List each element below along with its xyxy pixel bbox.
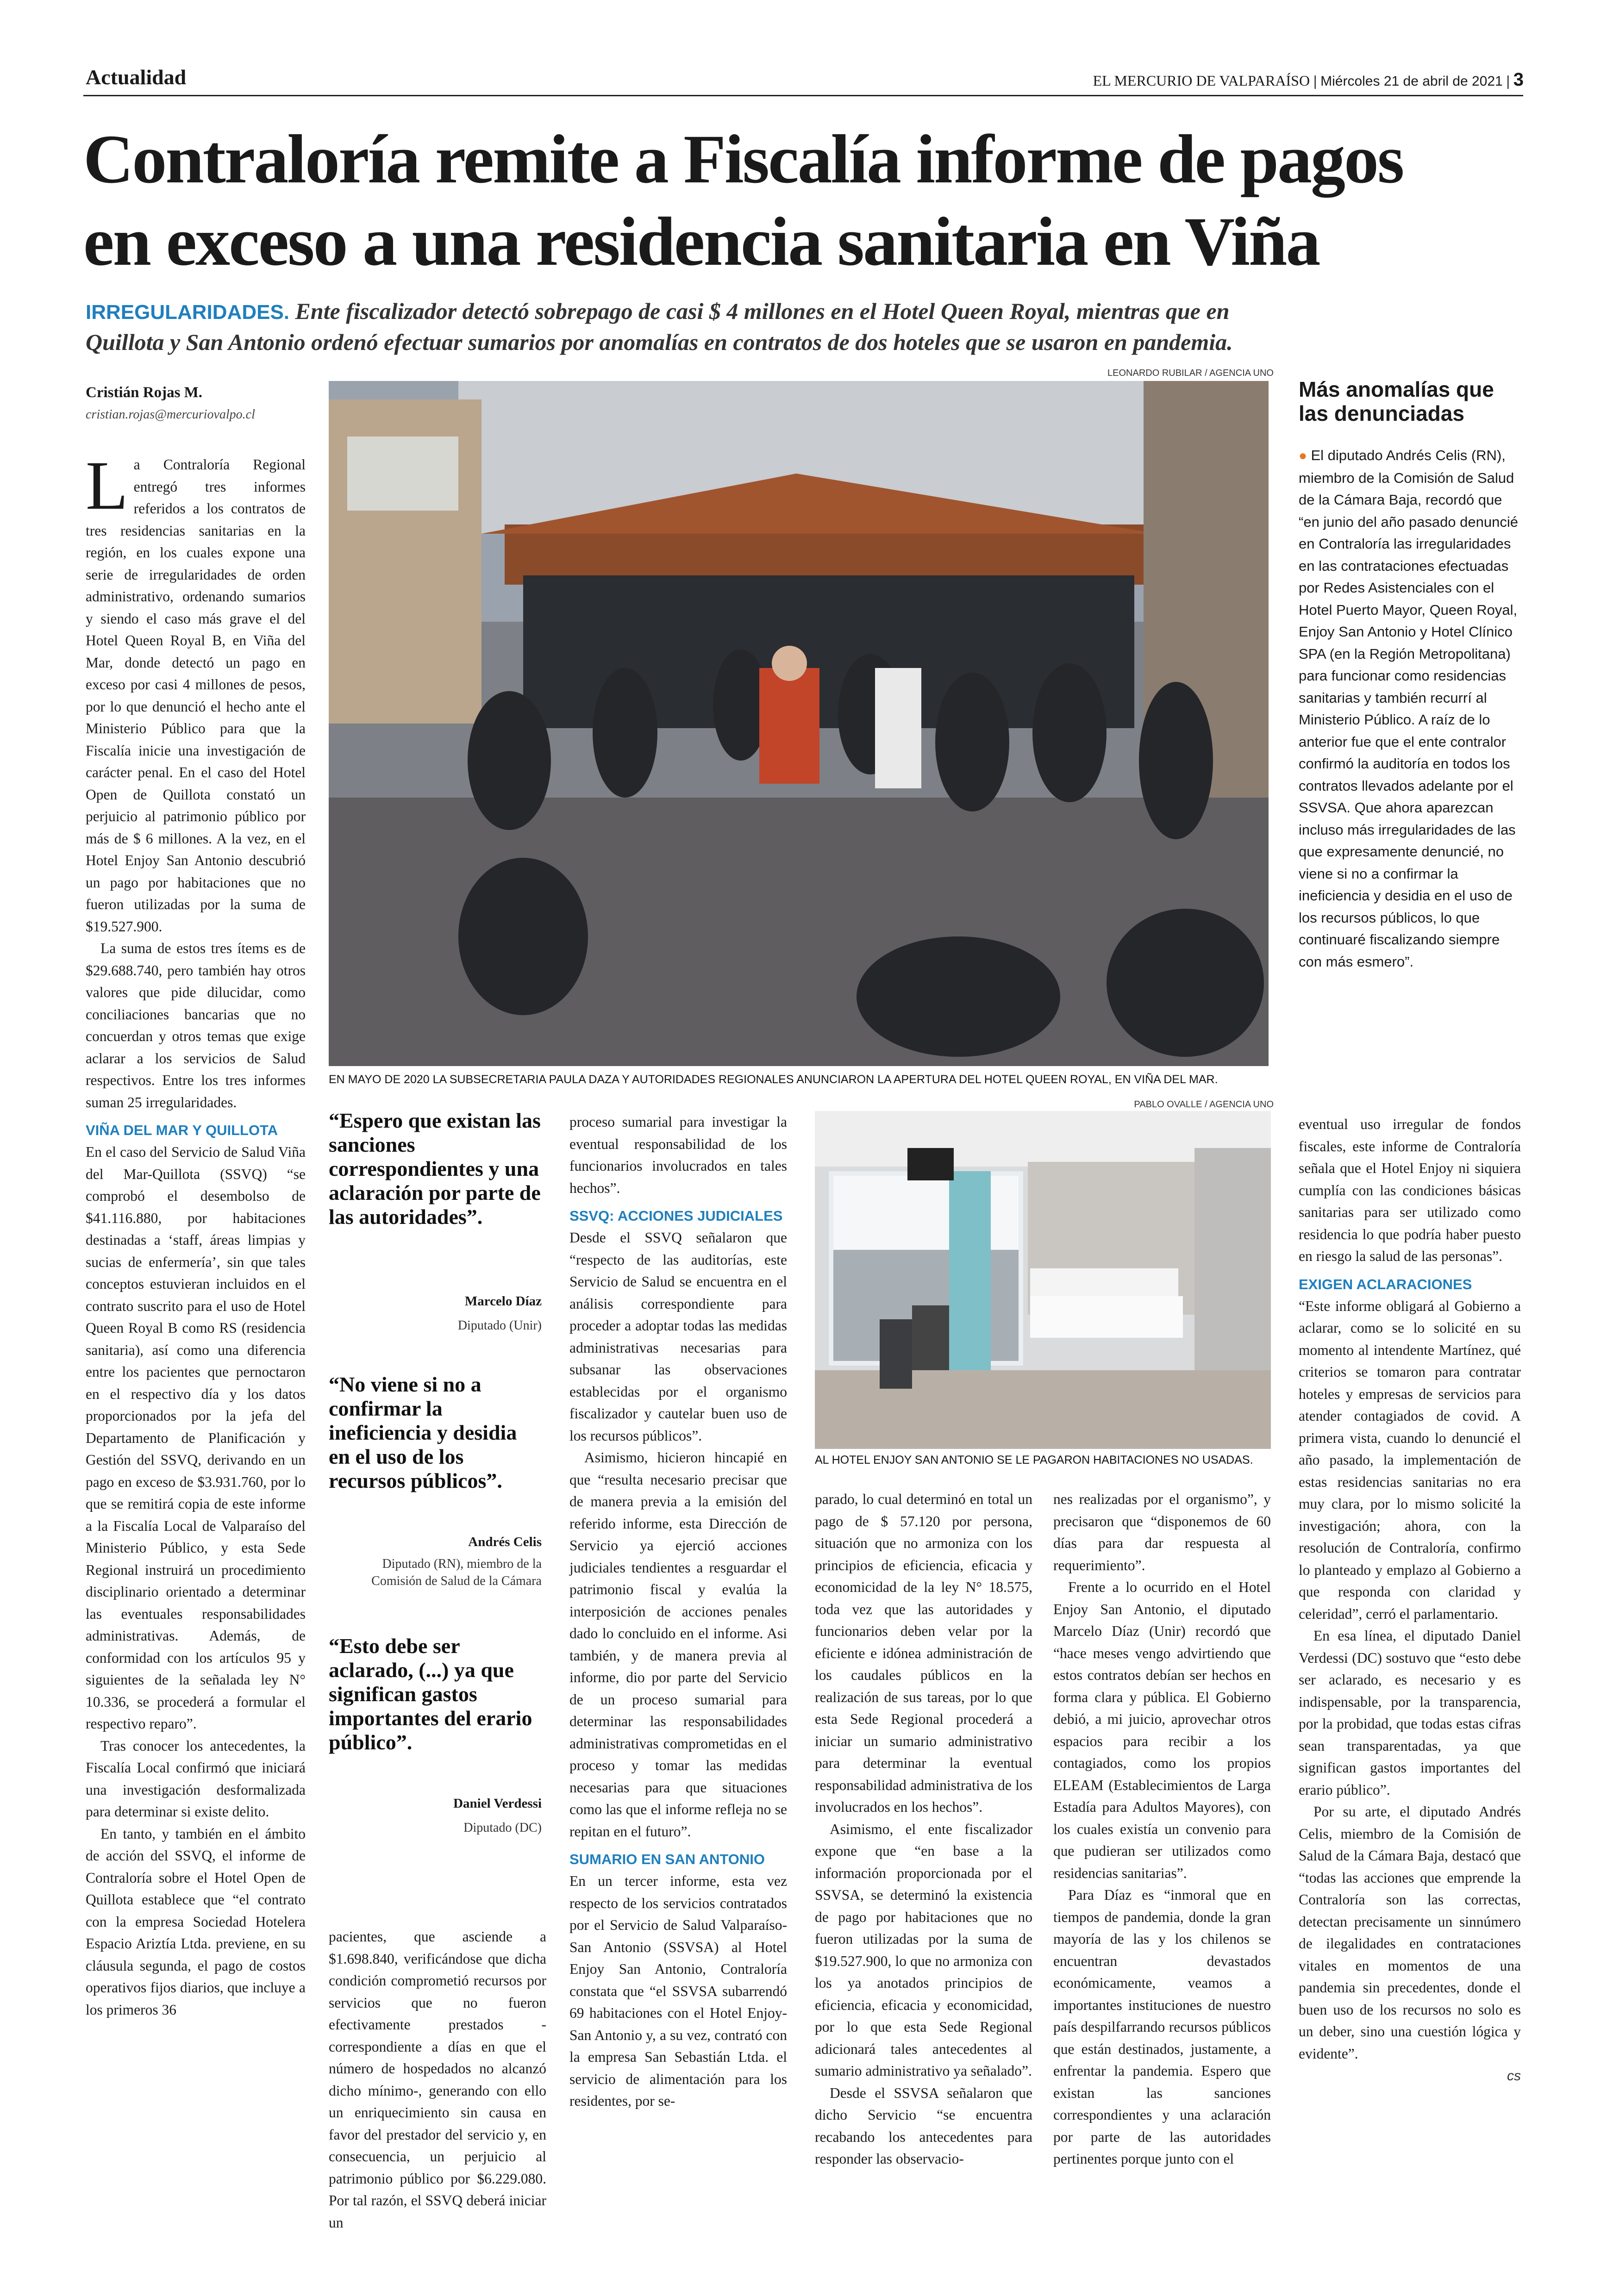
article-column-2 — [329, 1926, 546, 2231]
paragraph: Por su arte, el diputado Andrés Celis, miembro de la Comisión de Salud de la Cámara Baja, destacó que “todas las acciones que emprende la Contraloría son las correctas, detectan precisamente un sinnúmero de ilegalidades en contrataciones vitales en momentos de una pandemia sin precedentes, donde el buen uso de los recursos no solo es un deber, sino una cuestión lógica y evidente”. — [1299, 1803, 1521, 2062]
paragraph: eventual uso irregular de fondos fiscales, este informe de Contraloría señala que el Hotel Enjoy ni siquiera cumplía con las condiciones básicas sanitarias para ser utilizado como residencia lo que podría haber puesto en riesgo la salud de las personas”. — [1299, 1116, 1521, 1264]
lead — [86, 296, 1530, 357]
quote-3-role: Diputado (DC) — [463, 1821, 542, 1835]
sidebar-body: El diputado Andrés Celis (RN), miembro de la Comisión de Salud de la Cámara Baja, recordó que “en junio del año pasado denuncié en Contraloría las irregularidades en las contrataciones efectuadas por Redes Asistenciales con el Hotel Puerto Mayor, Queen Royal, Enjoy San Antonio y Hotel Clínico SPA (en la Región Metropolitana) para funcionar como residencias sanitarias y también recurrí al Ministerio Público. A raíz de lo anterior fue que el ente contralor confirmó la auditoría en todos los contratos llevados adelante por el SSVSA. Que ahora aparezcan incluso más irregularidades de las que expresamente denuncié, no viene si no a confirmar la ineficiencia y desidia en el uso de los recursos públicos, lo que continuaré fiscalizando siempre con más esmero”. — [1299, 447, 1518, 970]
page-number: 3 — [1513, 69, 1524, 90]
paragraph: parado, lo cual determinó en total un pago de $ 57.120 por persona, situación que no armoniza con los principios de eficiencia, eficacia y economicidad de la ley N° 18.575, toda vez que las autoridades y funcionarios deben velar por la eficiente e idónea administración de los caudales públicos en la realización de sus tareas, por lo que esta Sede Regional procederá a iniciar un sumario administrativo para determinar la eventual responsabilidad administrativa de los involucrados en los hechos”. — [815, 1491, 1032, 1815]
article-column-5 — [1053, 1488, 1271, 2208]
paragraph: Asimismo, el ente fiscalizador expone que “en base a la información proporcionada por el SSVSA, se determinó la existencia de pago por habitaciones que no fueron utilizadas por la suma de $19.527.900, lo que no armoniza con los ya anotados principios de eficiencia, eficacia y economicidad, por lo que esta Sede Regional adicionará tales antecedentes al sumario administrativo ya señalado”. — [815, 1821, 1032, 2079]
pull-quote-2: “No viene si no a confirmar la ineficiencia y desidia en el uso de los recursos públicos”. — [329, 1373, 517, 1492]
paragraph: a Contraloría Regional entregó tres informes referidos a los contratos de tres residencias sanitarias en la región, en los cuales expone una serie de irregularidades de orden administrativo, ordenando sumarios y siendo el caso más grave el del Hotel Queen Royal B, en Viña del Mar, donde detectó un pago en exceso por casi 4 millones de pesos, por lo que denunció el hecho ante el Ministerio Público para que la Fiscalía inicie una investigación de carácter penal. En el caso del Hotel Open de Quillota constató un perjuicio al patrimonio público por más de $ 6 millones. A la vez, en el Hotel Enjoy San Antonio descubrió un pago por habitaciones que no fueron utilizadas por la suma de $19.527.900. — [86, 456, 306, 935]
lead-kicker: IRREGULARIDADES. — [86, 301, 290, 324]
lead-line-2: Quillota y San Antonio ordenó efectuar sumarios por anomalías en contratos de dos hoteles que se usaron en pandemia. — [86, 329, 1233, 355]
paragraph: Tras conocer los antecedentes, la Fiscalía Local confirmó que iniciará una investigación desformalizada para determinar si existe delito. — [86, 1737, 306, 1820]
photo-caption-second: AL HOTEL ENJOY SAN ANTONIO SE LE PAGARON HABITACIONES NO USADAS. — [815, 1454, 1253, 1466]
photo-credit-second: PABLO OVALLE / AGENCIA UNO — [1134, 1099, 1274, 1110]
paragraph: Asimismo, hicieron hincapié en que “resulta necesario precisar que de manera previa a la emisión del referido informe, esta Dirección de Servicio ya ejerció acciones judiciales tendientes a resguardar el patrimonio fiscal y evalúa la interposición de acciones penales dado lo concluido en el informe. Asi también, y de manera previa al informe, dio por parte del Servicio de un proceso sumarial para determinar las responsabilidades administrativas comprometidas en el proceso y tomar las medidas necesarias para que situaciones como las que el informe refleja no se repitan en el futuro”. — [569, 1449, 787, 1840]
paragraph: proceso sumarial para investigar la eventual responsabilidad de los funcionarios involucrados en tales hechos”. — [569, 1114, 787, 1196]
byline-author: Cristián Rojas M. — [86, 384, 203, 401]
subhead: SSVQ: ACCIONES JUDICIALES — [569, 1208, 783, 1224]
sidebar-bullet-icon: ● — [1299, 448, 1311, 463]
pull-quote-1: “Espero que existan las sanciones correspondientes y una aclaración por parte de las autoridades”. — [329, 1109, 541, 1229]
second-photo — [815, 1111, 1271, 1449]
dropcap: L — [86, 447, 128, 524]
headline-line-2: en exceso a una residencia sanitaria en Viña — [83, 203, 1319, 280]
quote-1-role: Diputado (Unir) — [457, 1318, 542, 1333]
subhead: EXIGEN ACLARACIONES — [1299, 1276, 1472, 1292]
byline-email: cristian.rojas@mercuriovalpo.cl — [86, 407, 255, 422]
header-rule — [83, 95, 1523, 96]
subhead: SUMARIO EN SAN ANTONIO — [569, 1851, 765, 1867]
paragraph: Para Díaz es “inmoral que en tiempos de pandemia, donde la gran mayoría de las y los chilenos se encuentran devastados económicamente, veamos a importantes instituciones de nuestro país despilfarrando recursos públicos que están destinados, justamente, a enfrentar la pandemia. Espero que existan las sanciones correspondientes y una aclaración por parte de las autoridades pertinentes porque junto con el — [1053, 1887, 1271, 2167]
quote-2-role: Diputado (RN), miembro de la Comisión de Salud de la Cámara — [371, 1557, 542, 1588]
sidebar-text — [1299, 444, 1523, 1074]
paragraph: La suma de estos tres ítems es de $29.688.740, pero también hay otros valores que pide dilucidar, como conciliaciones bancarias que no concuerdan y otros temas que exige aclarar a los servicios de Salud respectivos. Entre los tres informes suman 25 irregularidades. — [86, 940, 306, 1111]
lead-line-1: Ente fiscalizador detectó sobrepago de casi $ 4 millones en el Hotel Queen Royal, mientras que en — [295, 298, 1230, 324]
photo-caption-main: EN MAYO DE 2020 LA SUBSECRETARIA PAULA DAZA Y AUTORIDADES REGIONALES ANUNCIARON LA APERTURA DEL HOTEL QUEEN ROYAL, EN VIÑA DEL MAR. — [329, 1073, 1218, 1086]
pull-quote-3: “Esto debe ser aclarado, (...) ya que significan gastos importantes del erario público”. — [329, 1634, 532, 1754]
paragraph: Frente a lo ocurrido en el Hotel Enjoy San Antonio, el diputado Marcelo Díaz (Unir) recordó que “hace meses vengo advirtiendo que estos contratos debían ser hechos en forma clara y pública. El Gobierno debió, a mi juicio, aprovechar otros espacios para recibir a los contagiados, como los propios ELEAM (Establecimientos de Larga Estadía para Adultos Mayores), con los cuales existía un convenio para que pudieran ser utilizados como residencias sanitarias”. — [1053, 1579, 1271, 1881]
section-label: Actualidad — [86, 65, 187, 89]
article-column-6 — [1299, 1113, 1521, 2208]
paragraph: En el caso del Servicio de Salud Viña del Mar-Quillota (SSVQ) “se comprobó el desembolso de $41.116.880, por habitaciones destinadas a ‘staff, áreas limpias y sucias de enfermería’, sin que tales conceptos estuvieran incluidos en el contrato suscrito para el uso de Hotel Queen Royal B como RS (residencia sanitaria), así como una diferencia entre los pacientes que pernoctaron en el respectivo día y los datos proporcionados por la jefa del Departamento de Planificación y Gestión del SSVQ, derivando en un pago en exceso de $3.931.760, por lo que se remitirá copia de este informe a la Fiscalía Local de Valparaíso del Ministerio Público, y esta Sede Regional instruirá un procedimiento disciplinario orientado a determinar las eventuales responsabilidades administrativas. Además, de conformidad con los artículos 95 y siguientes de la señalada ley N° 10.336, se procederá a formular el respectivo reparo”. — [86, 1144, 306, 1732]
paragraph: En tanto, y también en el ámbito de acción del SSVQ, el informe de Contraloría sobre el Hotel Open de Quillota establece que “el contrato con la empresa Sociedad Hotelera Espacio Ariztía Ltda. previene, en su cláusula segunda, el pago de costos operativos fijos diarios, que incluye a los primeros 36 — [86, 1825, 306, 2018]
headline — [83, 118, 1403, 283]
photo-credit-main: LEONARDO RUBILAR / AGENCIA UNO — [1107, 368, 1274, 378]
sidebar-title: Más anomalías que las denunciadas — [1299, 377, 1494, 425]
headline-line-1: Contraloría remite a Fiscalía informe de pagos — [83, 121, 1403, 198]
paragraph: Desde el SSVSA señalaron que dicho Servicio “se encuentra recabando los antecedentes para responder las observacio- — [815, 2084, 1032, 2167]
paragraph: Desde el SSVQ señalaron que “respecto de las auditorías, este Servicio de Salud se encuentra en el análisis correspondiente para proceder a adoptar todas las medidas administrativas necesarias para subsanar las observaciones establecidas por el organismo fiscalizador y cautelar buen uso de los recursos públicos”. — [569, 1229, 787, 1444]
quote-1-author: Marcelo Díaz — [464, 1294, 542, 1309]
article-column-3 — [569, 1111, 787, 2208]
paragraph: nes realizadas por el organismo”, y precisaron que “disponemos de 60 días para dar respuesta al requerimiento”. — [1053, 1491, 1271, 1573]
quote-3-author: Daniel Verdessi — [453, 1796, 542, 1811]
masthead-info: EL MERCURIO DE VALPARAÍSO | Miércoles 21 de abril de 2021 | 3 — [1093, 69, 1524, 90]
article-column-4 — [815, 1488, 1032, 2208]
quote-2-author: Andrés Celis — [468, 1535, 542, 1549]
paragraph: En esa línea, el diputado Daniel Verdessi (DC) sostuvo que “esto debe ser aclarado, es necesario y es indispensable, por la transparencia, por la probidad, que todas estas cifras sean transparentadas, ya que significan gastos importantes del erario público”. — [1299, 1628, 1521, 1798]
paragraph: En un tercer informe, esta vez respecto de los servicios contratados por el Servicio de Salud Valparaíso-San Antonio (SSVSA) al Hotel Enjoy San Antonio, Contraloría constata que “el SSVSA subarrendó 69 habitaciones con el Hotel Enjoy-San Antonio y, a su vez, contrató con la empresa San Sebastián Ltda. el servicio de alimentación para los residentes, por se- — [569, 1873, 787, 2109]
main-photo — [329, 381, 1269, 1066]
paragraph: “Este informe obligará al Gobierno a aclarar, como se lo solicité en su momento al intendente Martínez, qué criterios se tomaron para contratar hoteles y empresas de servicios para atender contagiados de covid. A primera vista, cuando lo denuncié el año pasado, la implementación de estas residencias sanitarias no era muy clara, por lo mismo solicité la investigación; ahora, con la resolución de Contraloría, confirmo lo planteado y emplazo al Gobierno a que responda con claridad y celeridad”, cerró el parlamentario. — [1299, 1298, 1521, 1622]
paragraph: pacientes, que asciende a $1.698.840, verificándose que dicha condición comprometió recursos por servicios que no fueron efectivamente prestados -correspondiente a días en que el número de hospedados no alcanzó dicho mínimo-, generando con ello un enriquecimiento sin causa en favor del prestador del servicio y, en consecuencia, un perjuicio al patrimonio público por $6.229.080. Por tal razón, el SSVQ deberá iniciar un — [329, 1928, 546, 2231]
publication-date: Miércoles 21 de abril de 2021 — [1320, 74, 1503, 89]
newspaper-name: EL MERCURIO DE VALPARAÍSO — [1093, 72, 1310, 89]
subhead: VIÑA DEL MAR Y QUILLOTA — [86, 1122, 278, 1138]
end-of-article-icon: cs — [1507, 2068, 1521, 2084]
article-column-1 — [86, 447, 306, 2208]
